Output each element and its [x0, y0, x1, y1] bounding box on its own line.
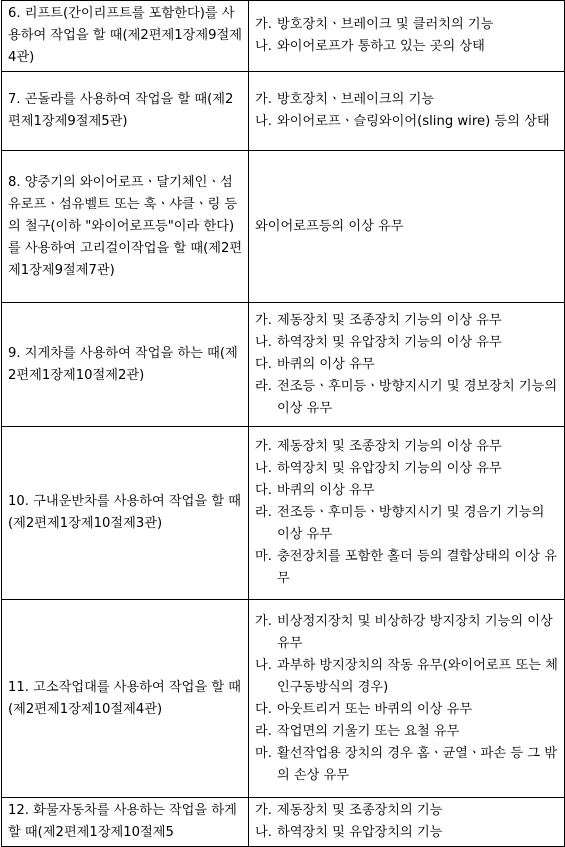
- check-item: [255, 502, 560, 546]
- check-items-cell: [249, 600, 565, 798]
- check-item: [255, 310, 560, 332]
- item-label: 다.: [255, 483, 272, 498]
- item-label: 나.: [255, 114, 272, 129]
- item-text: 하역장치 및 유압장치 기능의 이상 유무: [277, 461, 502, 476]
- item-text: 바퀴의 이상 유무: [277, 356, 375, 372]
- item-label: 가.: [255, 803, 272, 818]
- item-label: 라.: [255, 723, 272, 739]
- item-text: 전조등ㆍ후미등ㆍ방향지시기 및 경음기 기능의 이상 유무: [277, 505, 545, 542]
- table-row: [2, 1, 565, 72]
- item-label: 나.: [255, 461, 272, 476]
- item-text: 작업면의 기울기 또는 요철 유무: [277, 723, 460, 739]
- item-text: 비상정지장치 및 비상하강 방지장치 기능의 이상 유무: [277, 613, 553, 651]
- item-text: 과부하 방지장치의 작동 유무(와이어로프 또는 체인구동방식의 경우): [277, 657, 558, 695]
- check-item: [255, 332, 560, 354]
- item-text: 방호장치ㆍ브레이크의 기능: [277, 92, 435, 107]
- item-label: 마.: [255, 745, 272, 761]
- table-row: [2, 303, 565, 427]
- item-text: 제동장치 및 조종장치 기능의 이상 유무: [277, 439, 502, 454]
- check-item: [255, 611, 560, 655]
- item-label: 라.: [255, 378, 272, 394]
- task-cell: 11. 고소작업대를 사용하여 작업을 할 때(제2편제1장제10절제4관): [2, 600, 249, 798]
- item-label: 가.: [255, 17, 272, 32]
- item-label: 마.: [255, 549, 272, 564]
- inspection-checklist-table: [1, 0, 565, 847]
- item-label: 가.: [255, 312, 272, 328]
- item-text: 바퀴의 이상 유무: [277, 483, 375, 498]
- item-label: 가.: [255, 439, 272, 454]
- table-row: [2, 151, 565, 303]
- check-item: [255, 546, 560, 590]
- item-label: 다.: [255, 356, 272, 372]
- item-text: 와이어로프ㆍ슬링와이어(sling wire) 등의 상태: [277, 114, 550, 129]
- checklist-body: [2, 1, 565, 847]
- item-label: 나.: [255, 39, 272, 54]
- item-label: 다.: [255, 701, 272, 717]
- task-cell: 12. 화물자동차를 사용하는 작업을 하게 할 때(제2편제1장제10절제5: [2, 798, 249, 847]
- task-cell: 10. 구내운반차를 사용하여 작업을 할 때(제2편제1장제10절제3관): [2, 427, 249, 600]
- table-row: [2, 798, 565, 847]
- task-cell: 9. 지게차를 사용하여 작업을 하는 때(제2편제1장제10절제2관): [2, 303, 249, 427]
- check-items-cell: [249, 1, 565, 72]
- table-row: [2, 427, 565, 600]
- item-label: 가.: [255, 613, 272, 629]
- check-items-cell: [249, 798, 565, 847]
- check-items-cell: [249, 303, 565, 427]
- check-item: [255, 89, 560, 111]
- item-text: 활선작업용 장치의 경우 홈ㆍ균열ㆍ파손 등 그 밖의 손상 유무: [277, 745, 557, 783]
- item-label: 라.: [255, 505, 272, 520]
- item-text: 제동장치 및 조종장치 기능의 이상 유무: [277, 312, 502, 328]
- check-item: [255, 436, 560, 458]
- check-item: [255, 721, 560, 743]
- check-item: [255, 36, 560, 58]
- check-item: [255, 743, 560, 787]
- item-label: 가.: [255, 92, 272, 107]
- item-text: 아웃트리거 또는 바퀴의 이상 유무: [277, 701, 473, 717]
- task-cell: 8. 양중기의 와이어로프ㆍ달기체인ㆍ섬유로프ㆍ섬유벨트 또는 훅ㆍ샤클ㆍ링 등의 철구(이하 "와이어로프등"이라 한다)를 사용하여 고리걸이작업을 할 때(제2편제1장제9절제7관): [2, 151, 249, 303]
- task-cell: 6. 리프트(간이리프트를 포함한다)를 사용하여 작업을 할 때(제2편제1장제9절제4관): [2, 1, 249, 72]
- check-item: [255, 699, 560, 721]
- check-item: [255, 458, 560, 480]
- check-items-cell: [249, 72, 565, 151]
- item-text: 제동장치 및 조종장치의 기능: [277, 803, 443, 818]
- item-label: 나.: [255, 657, 272, 673]
- table-row: [2, 72, 565, 151]
- item-text: 방호장치ㆍ브레이크 및 클러치의 기능: [277, 17, 494, 32]
- task-cell: 7. 곤돌라를 사용하여 작업을 할 때(제2편제1장제9절제5관): [2, 72, 249, 151]
- check-item: [255, 822, 560, 844]
- item-text: 와이어로프가 통하고 있는 곳의 상태: [277, 39, 485, 54]
- check-items-cell: 와이어로프등의 이상 유무: [249, 151, 565, 303]
- item-text: 전조등ㆍ후미등ㆍ방향지시기 및 경보장치 기능의 이상 유무: [277, 378, 558, 416]
- check-item: [255, 480, 560, 502]
- check-item: [255, 376, 560, 420]
- item-label: 나.: [255, 334, 272, 350]
- item-text: 충전장치를 포함한 홀더 등의 결합상태의 이상 유무: [277, 549, 557, 586]
- item-label: 나.: [255, 825, 272, 840]
- table-row: [2, 600, 565, 798]
- item-text: 하역장치 및 유압장치 기능의 이상 유무: [277, 334, 502, 350]
- check-items-cell: [249, 427, 565, 600]
- item-text: 하역장치 및 유압장치의 기능: [277, 825, 443, 840]
- check-item: [255, 111, 560, 133]
- check-item: [255, 655, 560, 699]
- check-item: [255, 14, 560, 36]
- check-item: [255, 354, 560, 376]
- check-item: [255, 800, 560, 822]
